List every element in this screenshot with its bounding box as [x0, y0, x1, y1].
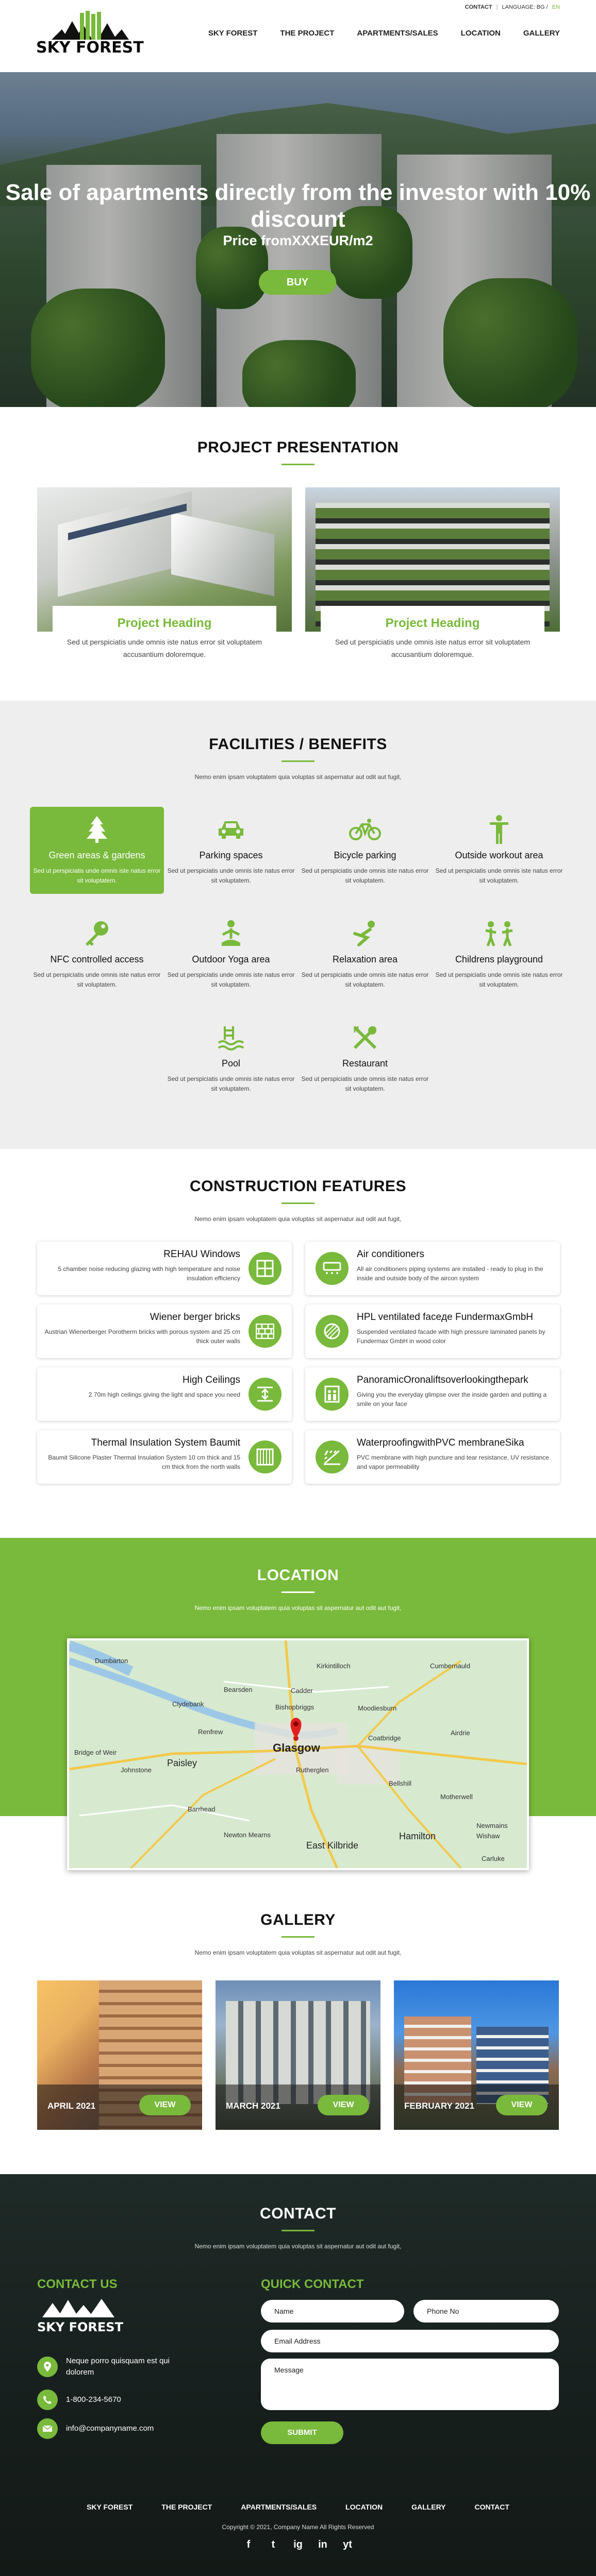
construction-features-section	[0, 1149, 596, 1540]
map-label: Bellshill	[389, 1780, 412, 1787]
view-button[interactable]: VIEW	[318, 2095, 369, 2115]
yoga-icon	[218, 920, 244, 947]
facility-item[interactable]	[298, 1022, 432, 1094]
linkedin-icon[interactable]: in	[318, 2539, 327, 2550]
contact-section	[0, 2174, 596, 2576]
twitter-icon[interactable]: t	[271, 2539, 275, 2550]
footer-logo-text: SKY FOREST	[37, 2320, 123, 2334]
map-label: Bearsden	[224, 1686, 253, 1693]
project-card[interactable]	[37, 487, 292, 658]
facility-name: Outdoor Yoga area	[192, 954, 270, 964]
feature-card[interactable]	[305, 1242, 560, 1295]
facility-item[interactable]	[164, 1022, 298, 1094]
buy-button[interactable]: BUY	[259, 270, 336, 295]
language-label[interactable]: LANGUAGE: BG /	[502, 4, 548, 10]
feature-name: High Ceilings	[183, 1375, 240, 1385]
feature-text: Suspended ventilated facade with high pressure laminated panels by Fundermax GmbH in wood color	[357, 1328, 545, 1345]
project-text: Sed ut perspiciatis unde omnis iste natus error sit voluptatem accusantium doloremque.	[335, 638, 531, 658]
feature-name: HPL ventilated faceде FundermaxGmbH	[357, 1312, 533, 1323]
project-card[interactable]	[305, 487, 560, 658]
footer-nav-sky-forest[interactable]: SKY FOREST	[87, 2503, 133, 2511]
waterproof-icon	[323, 1449, 341, 1465]
phone-icon	[43, 2395, 52, 2404]
header	[0, 0, 596, 57]
section-title: LOCATION	[257, 1567, 339, 1584]
facility-text: Sed ut perspiciatis unde omnis iste natus error sit voluptatem.	[167, 971, 295, 988]
facility-name: Childrens playground	[455, 954, 543, 964]
footer-nav-contact[interactable]: CONTACT	[474, 2503, 509, 2511]
car-icon	[218, 819, 244, 840]
feature-name: Air conditioners	[357, 1249, 424, 1260]
contact-us-heading: CONTACT US	[37, 2277, 118, 2291]
message-textarea[interactable]: Message	[261, 2359, 559, 2410]
location-map[interactable]	[67, 1638, 529, 1870]
map-label: Newton Mearns	[224, 1831, 271, 1839]
facility-text: Sed ut perspiciatis unde omnis iste natus error sit voluptatem.	[435, 971, 563, 988]
email-input[interactable]: Email Address	[261, 2330, 559, 2352]
hero-banner	[0, 72, 596, 407]
bricks-icon	[256, 1324, 274, 1339]
title-underline	[282, 464, 314, 465]
window-icon	[256, 1260, 274, 1277]
map-label: Clydebank	[172, 1700, 204, 1708]
restaurant-icon	[352, 1024, 378, 1051]
address-text: Neque porro quisquam est qui dolorem	[66, 2357, 170, 2377]
social-links	[0, 2539, 596, 2551]
title-underline	[282, 760, 314, 762]
map-label: Bishopbriggs	[275, 1703, 314, 1711]
map-label: Kirkintilloch	[317, 1662, 351, 1670]
facility-text: Sed ut perspiciatis unde omnis iste natus error sit voluptatem.	[301, 1075, 429, 1092]
map-label: Cumbernauld	[430, 1662, 471, 1670]
logo-text: SKY FOREST	[36, 39, 144, 57]
gallery-card[interactable]	[37, 1980, 202, 2130]
topbar-separator: |	[496, 4, 498, 10]
copyright: Copyright © 2021, Company Name All Rights Reserved	[222, 2523, 374, 2531]
section-title: PROJECT PRESENTATION	[197, 439, 399, 456]
email-icon	[42, 2425, 53, 2432]
feature-card[interactable]	[305, 1304, 560, 1358]
map-label: Airdrie	[451, 1729, 470, 1737]
gallery-card[interactable]	[216, 1980, 380, 2130]
workout-icon	[489, 815, 509, 844]
gallery-date: MARCH 2021	[226, 2101, 280, 2111]
project-heading: Project Heading	[117, 616, 212, 630]
facility-item[interactable]	[30, 807, 164, 894]
title-underline	[282, 1591, 314, 1593]
feature-name: Thermal Insulation System Baumit	[91, 1437, 240, 1448]
title-underline	[282, 2230, 314, 2231]
facility-name: NFC controlled access	[50, 954, 144, 964]
footer-logo	[37, 2297, 123, 2338]
feature-text: 5 chamber noise reducing glazing with high temperature and noise insulation efficiency	[58, 1265, 240, 1282]
nav-gallery[interactable]: GALLERY	[523, 28, 560, 38]
facility-name: Parking spaces	[199, 850, 263, 860]
project-text: Sed ut perspiciatis unde omnis iste natus error sit voluptatem accusantium doloremque.	[67, 638, 262, 658]
section-subtitle: Nemo enim ipsam voluptatem quia voluptas sit aspernatur aut odit aut fugit,	[194, 1215, 402, 1223]
footer-nav-location[interactable]: LOCATION	[345, 2503, 383, 2511]
gallery-section	[0, 1886, 596, 2174]
hero-price: Price fromXXXEUR/m2	[223, 233, 373, 248]
facility-name: Green areas & gardens	[48, 850, 145, 860]
feature-card[interactable]	[305, 1367, 560, 1421]
facility-text: Sed ut perspiciatis unde omnis iste natus error sit voluptatem.	[435, 867, 563, 884]
facility-name: Restaurant	[342, 1058, 388, 1069]
map-label: Barrhead	[188, 1805, 216, 1813]
footer-nav	[0, 2503, 596, 2511]
facility-text: Sed ut perspiciatis unde omnis iste natus error sit voluptatem.	[301, 971, 429, 988]
facility-text: Sed ut perspiciatis unde omnis iste natus error sit voluptatem.	[301, 867, 429, 884]
language-en-link[interactable]: EN	[552, 4, 560, 10]
project-card-body	[53, 606, 276, 660]
nav-the-project[interactable]: THE PROJECT	[280, 28, 335, 38]
project-card-body	[321, 606, 544, 660]
name-input[interactable]: Name	[261, 2300, 404, 2323]
facility-name: Relaxation area	[332, 954, 398, 964]
facility-name: Outside workout area	[455, 850, 543, 860]
contact-email[interactable]	[37, 2418, 154, 2439]
topbar-contact-link[interactable]: CONTACT	[465, 4, 492, 10]
map-label: Glasgow	[273, 1741, 320, 1754]
feature-name: PanoramicOronaliftsoverlookingthepark	[357, 1375, 528, 1385]
section-title: CONTACT	[260, 2205, 336, 2222]
feature-text: PVC membrane with high puncture and tear resistance, UV resistance and vapor permeability	[357, 1454, 549, 1470]
facility-text: Sed ut perspiciatis unde omnis iste natus error sit voluptatem.	[167, 867, 295, 884]
project-presentation-section	[0, 407, 596, 701]
map-label: Motherwell	[440, 1793, 473, 1801]
feature-text: Austrian Wienerberger Porotherm bricks with porous system and 25 cm thick outer walls	[44, 1328, 240, 1345]
facility-item[interactable]	[298, 918, 432, 990]
contact-address	[37, 2355, 174, 2378]
gallery-card[interactable]	[394, 1980, 559, 2130]
view-button[interactable]: VIEW	[496, 2095, 548, 2115]
map-label: East Kilbride	[306, 1840, 359, 1851]
logo[interactable]	[36, 0, 150, 59]
key-icon	[84, 920, 110, 947]
map-label: Carluke	[482, 1855, 505, 1862]
facility-item[interactable]	[164, 814, 298, 886]
nav-sky-forest[interactable]: SKY FOREST	[208, 28, 258, 38]
phone-input[interactable]: Phone No	[413, 2300, 559, 2323]
facility-text: Sed ut perspiciatis unde omnis iste natus error sit voluptatem.	[167, 1075, 295, 1092]
facility-item[interactable]	[432, 918, 566, 990]
pool-icon	[218, 1024, 244, 1051]
map-label: Paisley	[167, 1758, 197, 1768]
facilities-section	[0, 701, 596, 1149]
facebook-icon[interactable]: f	[246, 2539, 251, 2550]
footer-logo-trees-icon	[37, 2297, 120, 2317]
feature-card[interactable]	[37, 1367, 292, 1421]
map-label: Bridge of Weir	[74, 1749, 117, 1756]
feature-card[interactable]	[37, 1430, 292, 1484]
gallery-date: APRIL 2021	[47, 2101, 96, 2111]
playground-icon	[484, 920, 515, 947]
quick-contact-heading: QUICK CONTACT	[261, 2277, 364, 2291]
ceiling-icon	[256, 1385, 274, 1403]
nav-location[interactable]: LOCATION	[460, 28, 501, 38]
map-label: Hamilton	[399, 1831, 436, 1841]
bicycle-icon	[349, 818, 382, 841]
facility-item[interactable]	[30, 918, 164, 990]
instagram-icon[interactable]: ig	[293, 2539, 303, 2550]
map-label: Johnstone	[121, 1766, 152, 1774]
feature-text: All air conditioners piping systems are installed - ready to plug in the inside and outside body of the aircon system	[357, 1265, 543, 1282]
feature-card[interactable]	[37, 1242, 292, 1295]
map-label: Wishaw	[476, 1832, 500, 1840]
section-subtitle: Nemo enim ipsam voluptatem quia voluptas sit aspernatur aut odit aut fugit,	[194, 1604, 402, 1612]
section-title: GALLERY	[260, 1911, 336, 1928]
feature-name: WaterproofingwithPVC membraneSika	[357, 1437, 524, 1448]
phone-text: 1-800-234-5670	[66, 2395, 121, 2404]
section-subtitle: Nemo enim ipsam voluptatem quia voluptas sit aspernatur aut odit aut fugit,	[194, 1949, 402, 1956]
logo-trees-icon	[52, 11, 129, 40]
facility-item[interactable]	[432, 814, 566, 886]
location-pin-icon	[43, 2362, 52, 2372]
feature-name: REHAU Windows	[163, 1249, 240, 1260]
aircon-icon	[323, 1262, 341, 1275]
project-heading: Project Heading	[385, 616, 480, 630]
section-subtitle: Nemo enim ipsam voluptatem quia voluptas sit aspernatur aut odit aut fugit,	[194, 773, 402, 781]
contact-phone[interactable]	[37, 2389, 121, 2410]
relax-icon	[352, 920, 378, 947]
map-label: Cadder	[291, 1687, 313, 1694]
facade-icon	[323, 1323, 341, 1340]
facility-item[interactable]	[164, 918, 298, 990]
facility-item[interactable]	[298, 814, 432, 886]
hero-title: Sale of apartments directly from the investor with 10% discount	[5, 180, 591, 232]
map-label: Coatbridge	[368, 1734, 401, 1742]
facility-name: Pool	[221, 1058, 241, 1069]
section-subtitle: Nemo enim ipsam voluptatem quia voluptas sit aspernatur aut odit aut fugit,	[194, 2243, 402, 2250]
facility-name: Bicycle parking	[334, 850, 396, 860]
footer-nav-gallery[interactable]: GALLERY	[411, 2503, 446, 2511]
nav-apartments-sales[interactable]: APARTMENTS/SALES	[357, 28, 438, 38]
youtube-icon[interactable]: yt	[343, 2539, 352, 2550]
map-label: Dumbarton	[95, 1657, 128, 1665]
section-title: CONSTRUCTION FEATURES	[190, 1178, 406, 1195]
main-nav	[208, 29, 560, 38]
section-title: FACILITIES / BENEFITS	[209, 736, 387, 753]
submit-button[interactable]: SUBMIT	[261, 2421, 343, 2444]
tree-icon	[87, 816, 107, 843]
feature-text: Giving you the everyday glimpse over the inside garden and putting a smile on your face	[357, 1391, 547, 1408]
facility-text: Sed ut perspiciatis unde omnis iste natus error sit voluptatem.	[33, 971, 161, 988]
feature-card[interactable]	[305, 1430, 560, 1484]
feature-text: 2.70m high ceilings giving the light and space you need	[88, 1391, 240, 1398]
feature-text: Baumit Silicone Plaster Thermal Insulation System 10 cm thick and 15 cm thick from the north walls	[48, 1454, 240, 1470]
footer-nav-the-project[interactable]: THE PROJECT	[161, 2503, 212, 2511]
email-text: info@companyname.com	[66, 2424, 154, 2433]
insulation-icon	[256, 1448, 274, 1466]
title-underline	[282, 1202, 314, 1204]
map-label: Newmains	[476, 1822, 508, 1829]
feature-name: Wiener berger bricks	[150, 1312, 240, 1323]
title-underline	[282, 1936, 314, 1938]
feature-card[interactable]	[37, 1304, 292, 1358]
elevator-icon	[324, 1385, 340, 1403]
facility-text: Sed ut perspiciatis unde omnis iste natus error sit voluptatem.	[33, 867, 161, 884]
gallery-date: FEBRUARY 2021	[404, 2101, 475, 2111]
map-label: Moodiesburn	[358, 1704, 397, 1712]
footer-nav-apartments-sales[interactable]: APARTMENTS/SALES	[241, 2503, 317, 2511]
view-button[interactable]: VIEW	[139, 2095, 191, 2115]
map-label: Renfrew	[198, 1728, 223, 1736]
map-label: Rutherglen	[296, 1766, 329, 1774]
